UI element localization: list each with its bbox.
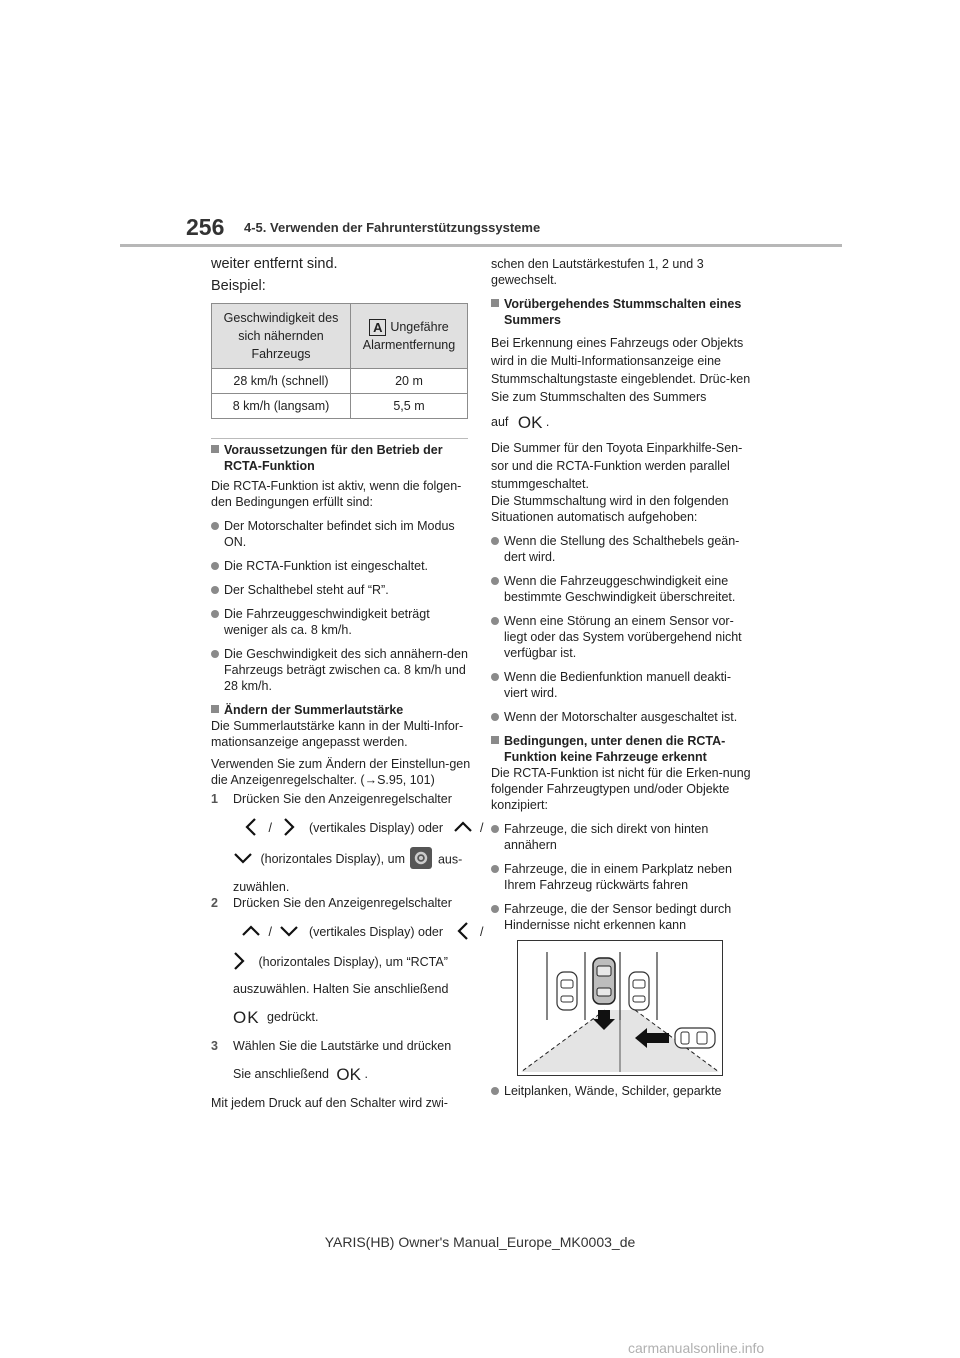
step-3 [211,1038,473,1083]
step-number: 1 [211,792,218,806]
requirements-heading: Voraussetzungen für den Betrieb der RCTA-Funktion [211,442,471,474]
section-title: 4-5. Verwenden der Fahrunterstützungssysteme [244,220,541,235]
chevron-right-icon [233,951,245,975]
separator: / [479,925,484,940]
step-text: (horizontales Display), um “RCTA” [258,955,448,970]
limitations-intro: Die RCTA-Funktion ist nicht für die Erken-nung folgender Fahrzeugtypen und/oder Objekte konzipiert: [491,765,751,812]
ok-button-icon: OK [233,1007,260,1027]
step-text: (vertikales Display) oder [308,821,444,836]
step-text: gedrückt. [267,1010,319,1024]
header-divider [120,244,842,247]
requirement-item: Der Motorschalter befindet sich im Modus ON. [211,518,471,550]
table-cell-distance: 20 m [351,369,468,394]
step-text: zuwählen. [233,880,290,894]
step-text: Sie anschließend [233,1067,329,1081]
limitation-item: Leitplanken, Wände, Schilder, geparkte [491,1083,753,1099]
limitation-item: Fahrzeuge, die sich direkt von hinten annähern [491,821,753,853]
limitation-item: Fahrzeuge, die in einem Parkplatz neben Ihrem Fahrzeug rückwärts fahren [491,861,753,893]
cancel-condition-item: Wenn der Motorschalter ausgeschaltet ist. [491,709,753,725]
limitations-heading: Bedingungen, unter denen die RCTA-Funktion keine Fahrzeuge erkennt [491,733,753,765]
parking-lot-diagram [517,940,723,1076]
mute-paragraph: Die Summer für den Toyota Einparkhilfe-Sen-sor und die RCTA-Funktion werden parallel stummgeschaltet. [491,440,743,491]
volume-paragraph: Verwenden Sie zum Ändern der Einstellun-gen die Anzeigenregelschalter. (→S.95, 101) [211,757,471,787]
chevron-left-icon [245,817,257,841]
mute-paragraph: Bei Erkennung eines Fahrzeugs oder Objekts wird in die Multi-Informationsanzeige eine Stummschaltungstaste eingeblendet. Drüc-ken Sie zum Stummschalten des Summers [491,336,751,404]
table-header-distance-label: Ungefähre Alarmentfernung [362,319,456,353]
ok-button-icon: OK [336,1064,361,1084]
volume-heading: Ändern der Summerlautstärke [211,702,471,718]
manual-footer: YARIS(HB) Owner's Manual_Europe_MK0003_de [324,1234,636,1250]
mute-text: . [545,415,550,429]
chevron-left-icon [457,921,469,945]
ok-button-icon: OK [517,412,543,432]
step-text: (horizontales Display), um [260,852,405,867]
parking-illustration [517,940,723,1076]
requirement-item: Die RCTA-Funktion ist eingeschaltet. [211,558,471,574]
left-column-body [211,442,471,788]
mute-text: auf [491,415,509,429]
continued-text: schen den Lautstärkestufen 1, 2 und 3 gewechselt. [491,257,704,287]
page-number: 256 [186,214,225,240]
watermark: carmanualsonline.info [628,1340,765,1356]
table-row [212,369,468,394]
cancel-condition-item: Wenn die Stellung des Schalthebels geän-dert wird. [491,533,753,565]
cancel-condition-item: Wenn die Fahrzeuggeschwindigkeit eine bestimmte Geschwindigkeit überschreitet. [491,573,753,605]
label-a-badge: A [369,319,386,336]
mute-paragraph: Die Stummschaltung wird in den folgenden Situationen automatisch aufgehoben: [491,493,729,524]
table-header-speed: Geschwindigkeit des sich nähernden Fahrzeugs [212,304,351,369]
step-text: Drücken Sie den Anzeigenregelschalter [233,896,452,910]
chevron-right-icon [283,817,295,841]
closing-text: Mit jedem Druck auf den Schalter wird zwi- [211,1096,448,1110]
chevron-up-icon [241,925,261,941]
limitation-item: Fahrzeuge, die der Sensor bedingt durch Hindernisse nicht erkennen kann [491,901,753,933]
separator: / [479,821,484,836]
alarm-distance-table [211,303,468,419]
step-text: Drücken Sie den Anzeigenregelschalter [233,792,452,806]
cancel-condition-item: Wenn eine Störung an einem Sensor vor-liegt oder das System vorübergehend nicht verfügbar ist. [491,613,753,661]
requirement-item: Der Schalthebel steht auf “R”. [211,582,471,598]
step-1 [211,791,484,895]
gear-icon [410,847,432,873]
step-2 [211,895,484,1027]
chevron-up-icon [453,821,473,837]
step-number: 3 [211,1039,218,1053]
chevron-down-icon [233,852,253,868]
intro-text: weiter entfernt sind. [211,256,338,272]
step-number: 2 [211,896,218,910]
chevron-down-icon [279,925,299,941]
step-text: (vertikales Display) oder [308,925,444,940]
step-text: auszuwählen. Halten Sie anschließend [233,982,449,996]
table-header-row [212,304,468,369]
requirement-item: Die Geschwindigkeit des sich annähern-den Fahrzeugs beträgt zwischen ca. 8 km/h und 28 km/h. [211,646,471,694]
table-cell-distance: 5,5 m [351,394,468,419]
requirement-item: Die Fahrzeuggeschwindigkeit beträgt weniger als ca. 8 km/h. [211,606,471,638]
table-header-distance [351,304,468,369]
cancel-condition-item: Wenn die Bedienfunktion manuell deakti-viert wird. [491,669,753,701]
step-text: . [364,1067,368,1081]
step-text: aus- [437,852,463,867]
mute-heading: Vorübergehendes Stummschalten eines Summers [491,296,753,328]
volume-paragraph: Die Summerlautstärke kann in der Multi-Infor-mationsanzeige angepasst werden. [211,719,464,749]
table-cell-speed: 8 km/h (langsam) [212,394,351,419]
separator: / [268,925,272,940]
example-label: Beispiel: [211,278,266,294]
separator: / [268,821,272,836]
section-divider [211,438,468,439]
requirements-intro: Die RCTA-Funktion ist aktiv, wenn die folgen-den Bedingungen erfüllt sind: [211,479,462,509]
right-column-body [491,256,753,933]
table-cell-speed: 28 km/h (schnell) [212,369,351,394]
table-row [212,394,468,419]
step-text: Wählen Sie die Lautstärke und drücken [233,1039,452,1053]
